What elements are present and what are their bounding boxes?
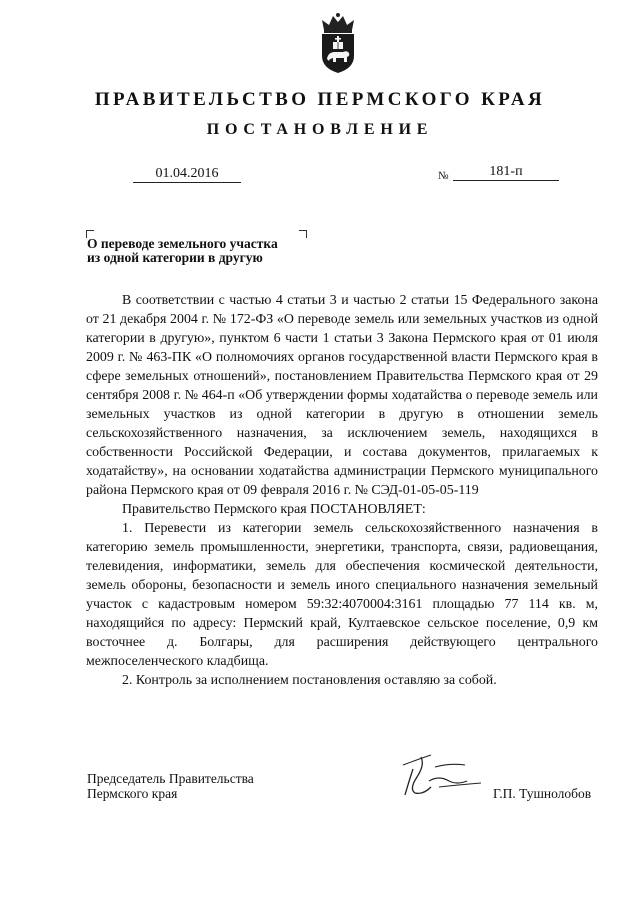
- document-date: 01.04.2016: [133, 165, 241, 183]
- preamble-paragraph: В соответствии с частью 4 статьи 3 и частью 2 статьи 15 Федерального закона от 21 декабря 2004 г. № 172-ФЗ «О переводе земель или земельных участков из одной категории в другую», пунктом 6 части 1 статьи 3 Закона Пермского края от 01 июля 2009 г. № 463-ПК «О полномочиях органов государственной власти Пермского края в сфере земельных отношений», постановлением Правительства Пермского края от 29 сентября 2008 г. № 464-п «Об утверждении формы ходатайства о переводе земель или земельных участков из одной категории в другую в отношении земель сельскохозяйственного назначения, за исключением земель, находящихся в собственности Российской Федерации, и состава документов, прилагаемых к ходатайству», на основании ходатайства администрации Пермского муниципального района Пермского края от 09 февраля 2016 г. № СЭД-01-05-05-119: [86, 293, 598, 498]
- government-title: ПРАВИТЕЛЬСТВО ПЕРМСКОГО КРАЯ: [94, 89, 546, 110]
- resolves-paragraph: Правительство Пермского края ПОСТАНОВЛЯЕТ:: [122, 502, 426, 517]
- document-body: [86, 291, 598, 690]
- document-number: 181-п: [453, 163, 559, 181]
- document-subject: [87, 237, 317, 265]
- subject-line-1: О переводе земельного участка: [87, 236, 278, 251]
- document-type: ПОСТАНОВЛЕНИЕ: [206, 121, 434, 138]
- number-sign: №: [438, 170, 449, 182]
- perm-krai-emblem-icon: [316, 12, 360, 74]
- signer-position-line-2: Пермского края: [87, 786, 178, 801]
- signer-position: [87, 771, 254, 801]
- signer-position-line-1: Председатель Правительства: [87, 771, 254, 786]
- subject-line-2: из одной категории в другую: [87, 250, 263, 265]
- item-2-paragraph: 2. Контроль за исполнением постановления оставляю за собой.: [122, 673, 497, 688]
- item-1-paragraph: 1. Перевести из категории земель сельскохозяйственного назначения в категорию земель промышленности, энергетики, транспорта, связи, радиовещания, телевидения, информатики, земель для обеспечения космической деятельности, земель обороны, безопасности и земель иного специального назначения земельный участок с кадастровым номером 59:32:4070004:3161 площадью 77 114 кв. м, находящийся по адресу: Пермский край, Култаевское сельское поселение, 0,9 км восточнее д. Болгары, для расширения действующего центрального межпоселенческого кладбища.: [86, 521, 598, 669]
- signer-name: Г.П. Тушнолобов: [493, 786, 592, 801]
- handwritten-signature: [395, 747, 505, 807]
